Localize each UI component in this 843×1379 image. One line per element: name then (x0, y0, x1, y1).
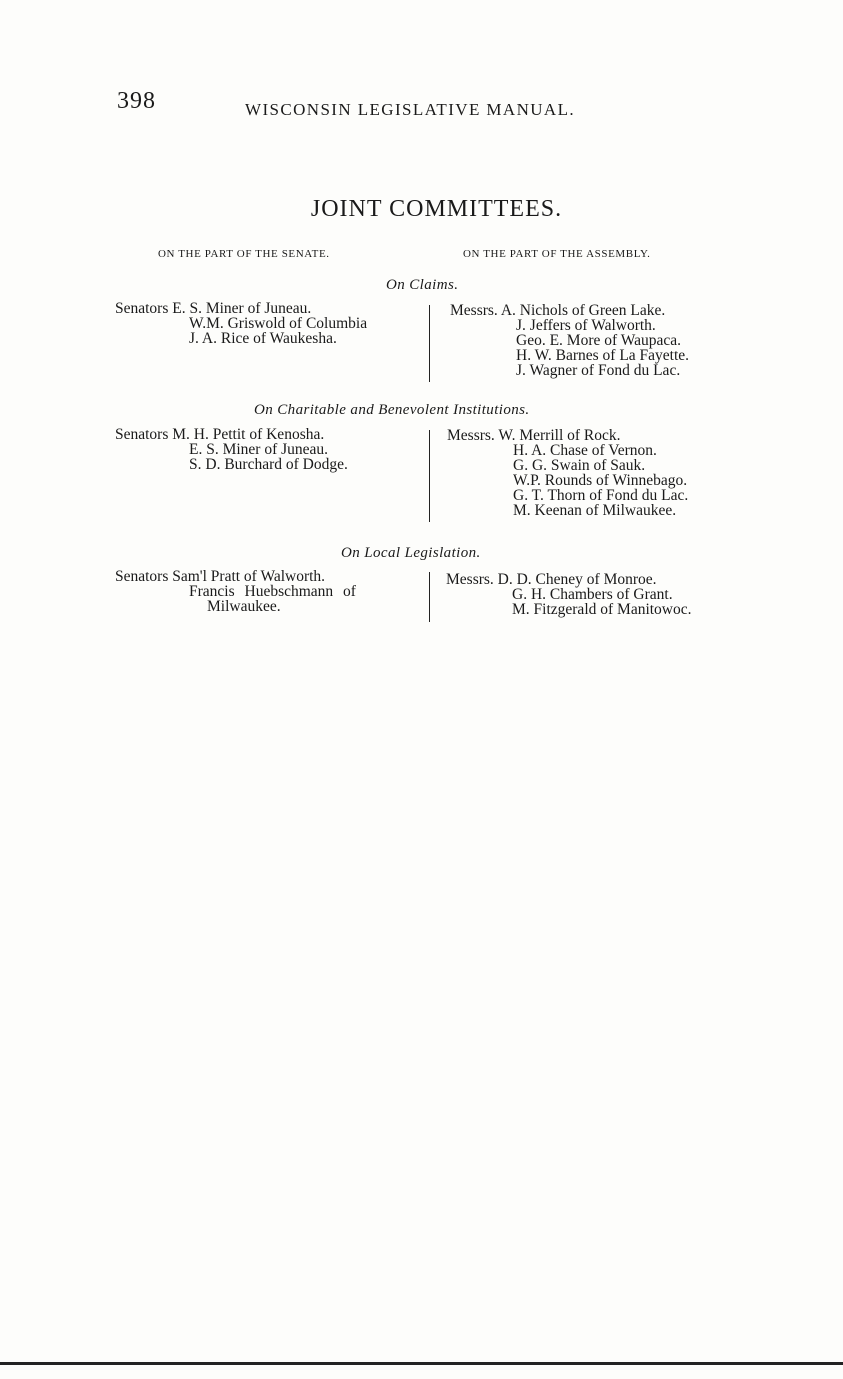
assembly-members-local-legislation (446, 572, 692, 617)
senate-members-charitable (115, 427, 348, 472)
senate-member-line: Milwaukee. (207, 598, 281, 615)
assembly-column-heading: ON THE PART OF THE ASSEMBLY. (463, 248, 651, 260)
senate-member-line: W.M. Griswold of Columbia (189, 315, 368, 332)
assembly-member-line: G. H. Chambers of Grant. (512, 586, 673, 603)
assembly-members-claims (450, 303, 689, 378)
senate-member-line: Francis Huebschmann of (189, 583, 356, 600)
assembly-member-line: Messrs. A. Nichols of Green Lake. (450, 302, 666, 319)
committee-title-local-legislation: On Local Legislation. (341, 545, 481, 561)
assembly-member-line: Messrs. W. Merrill of Rock. (447, 427, 621, 444)
column-divider (429, 572, 430, 622)
senate-member-line: Senators E. S. Miner of Juneau. (115, 300, 312, 317)
page-title: JOINT COMMITTEES. (310, 196, 563, 222)
column-divider (429, 305, 430, 382)
assembly-members-charitable (447, 428, 688, 518)
senate-members-local-legislation (115, 569, 356, 614)
assembly-member-line: Messrs. D. D. Cheney of Monroe. (446, 571, 657, 588)
assembly-member-line: M. Fitzgerald of Manitowoc. (512, 601, 692, 618)
senate-column-heading: ON THE PART OF THE SENATE. (158, 248, 330, 260)
senate-member-line: Senators M. H. Pettit of Kenosha. (115, 426, 325, 443)
assembly-member-line: Geo. E. More of Waupaca. (516, 332, 682, 349)
senate-member-line: J. A. Rice of Waukesha. (189, 330, 337, 347)
senate-member-line: Senators Sam'l Pratt of Walworth. (115, 568, 326, 585)
assembly-member-line: G. T. Thorn of Fond du Lac. (513, 487, 689, 504)
committee-title-claims: On Claims. (386, 277, 459, 293)
column-divider (429, 430, 430, 522)
assembly-member-line: M. Keenan of Milwaukee. (513, 502, 677, 519)
assembly-member-line: H. A. Chase of Vernon. (513, 442, 657, 459)
senate-member-line: E. S. Miner of Juneau. (189, 441, 329, 458)
assembly-member-line: W.P. Rounds of Winnebago. (513, 472, 688, 489)
committee-title-charitable: On Charitable and Benevolent Institutions. (254, 402, 530, 418)
page-bottom-rule (0, 1362, 843, 1365)
assembly-member-line: J. Jeffers of Walworth. (516, 317, 656, 334)
senate-member-line: S. D. Burchard of Dodge. (189, 456, 348, 473)
page-number: 398 (117, 88, 156, 114)
senate-members-claims (115, 301, 367, 346)
assembly-member-line: H. W. Barnes of La Fayette. (516, 347, 690, 364)
assembly-member-line: G. G. Swain of Sauk. (513, 457, 646, 474)
running-head: WISCONSIN LEGISLATIVE MANUAL. (245, 100, 576, 119)
assembly-member-line: J. Wagner of Fond du Lac. (516, 362, 681, 379)
